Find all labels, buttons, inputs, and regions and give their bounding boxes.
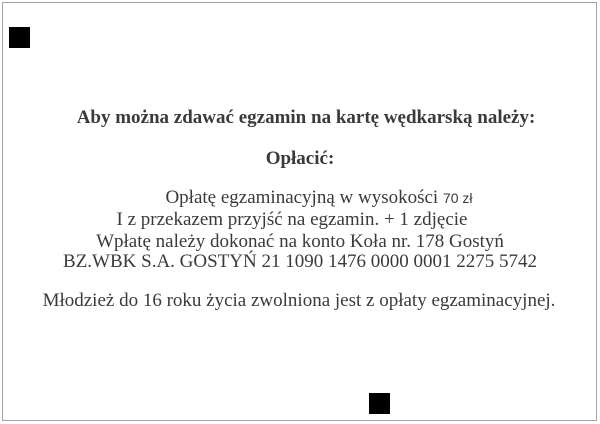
black-square-mark-bottom-right (369, 393, 390, 414)
fee-line-text: Opłatę egzaminacyjną w wysokości (165, 187, 439, 208)
fee-amount: 70 zł (442, 190, 473, 206)
exemption-line: Młodzież do 16 roku życia zwolniona jest z opłaty egzaminacyjnej. (42, 290, 556, 311)
attendance-line: I z przekazem przyjść na egzamin. + 1 zdjęcie (116, 209, 468, 230)
notice-title: Aby można zdawać egzamin na kartę wędkarską należy: (76, 107, 536, 128)
section-heading: Opłacić: (265, 148, 335, 169)
black-square-mark-top-left (9, 27, 30, 48)
bank-account-line: BZ.WBK S.A. GOSTYŃ 21 1090 1476 0000 0001 2275 5742 (63, 251, 537, 272)
payment-line: Wpłatę należy dokonać na konto Koła nr. 178 Gostyń (96, 231, 504, 252)
fee-line (19, 187, 600, 209)
